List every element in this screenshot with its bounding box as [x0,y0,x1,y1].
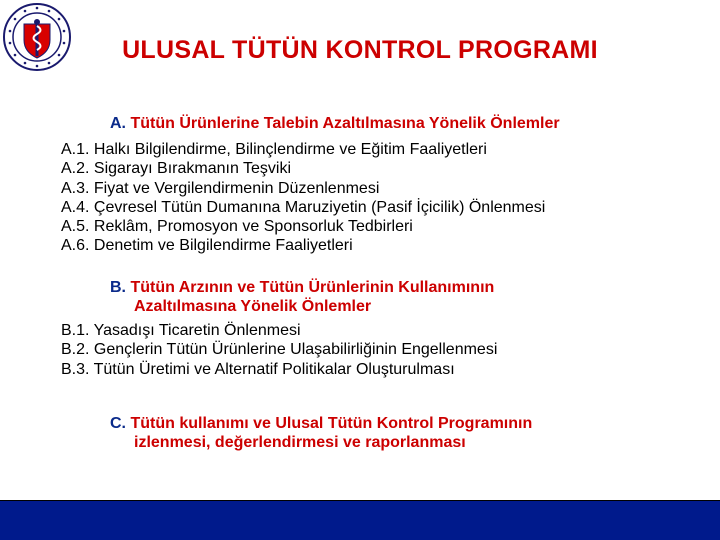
section-a-list [61,140,545,256]
section-c-heading [110,414,532,452]
section-a-heading-text: Tütün Ürünlerine Talebin Azaltılmasına Yönelik Önlemler [130,115,560,132]
section-c-heading-line1: Tütün kullanımı ve Ulusal Tütün Kontrol Programının [130,415,533,432]
section-b-heading-line2: Azaltılmasına Yönelik Önlemler [134,298,372,315]
section-c-heading-line2: izlenmesi, değerlendirmesi ve raporlanması [134,434,466,451]
list-item: A.3. Fiyat ve Vergilendirmenin Düzenlenmesi [61,179,380,197]
section-a-heading [110,114,560,133]
list-item: A.2. Sigarayı Bırakmanın Teşviki [61,160,292,178]
list-item: B.3. Tütün Üretimi ve Alternatif Politikalar Oluşturulması [61,360,455,378]
section-b-letter: B. [110,279,126,296]
section-c-letter: C. [110,415,126,432]
section-a-letter: A. [110,115,126,132]
page-title: ULUSAL TÜTÜN KONTROL PROGRAMI [122,36,598,64]
list-item: A.6. Denetim ve Bilgilendirme Faaliyetleri [61,237,353,255]
section-b-heading [110,278,494,316]
section-b-list [61,321,497,379]
list-item: B.1. Yasadışı Ticaretin Önlenmesi [61,322,301,339]
list-item: A.5. Reklâm, Promosyon ve Sponsorluk Tedbirleri [61,218,413,236]
list-item: B.2. Gençlerin Tütün Ürünlerine Ulaşabilirliğinin Engellenmesi [61,341,498,359]
section-b-heading-line1: Tütün Arzının ve Tütün Ürünlerinin Kullanımının [130,279,495,296]
list-item: A.1. Halkı Bilgilendirme, Bilinçlendirme ve Eğitim Faaliyetleri [61,141,487,158]
footer-bar [0,500,720,540]
list-item: A.4. Çevresel Tütün Dumanına Maruziyetin (Pasif İçicilik) Önlenmesi [61,198,546,216]
